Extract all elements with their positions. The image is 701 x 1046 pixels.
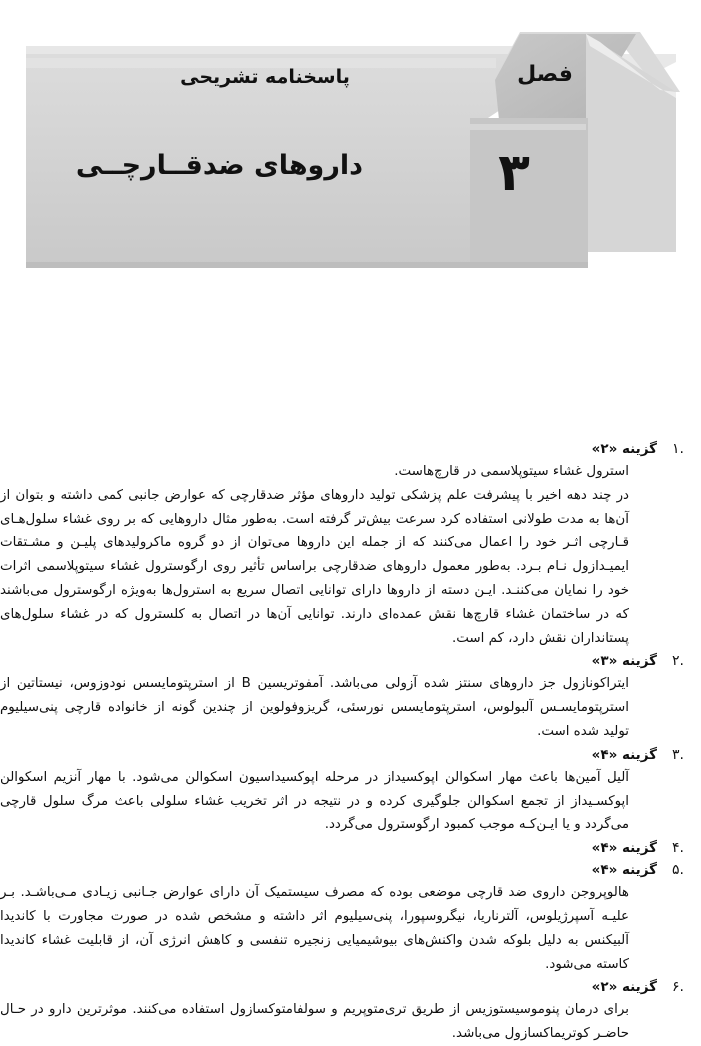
explanation-paragraph: استرول غشاء سیتوپلاسمی در قارچ‌هاست. [394,464,629,479]
explanation-paragraph: در چند دهه اخیر با پیشرفت علم پزشکی تولید داروهای مؤثر ضدقارچی که عوارض جانبی کمی داشته و بتوان از آن‌ها به مدت طولانی استفاده کرد سرعت بیش‌تر گرفته است. به‌طور مثال داروهایی که بر روی غشاء سلول‌هـای قـارچی اثـر خود را اعمال می‌کنند که از جمله این داروها می‌توان از دو گروه ماکرولیدهای پلیـن و مشـتقات ایمیـدازول نـام بـرد. به‌طور معمول داروهای ضدقارچی براساس تأثیر روی ارگوسترول غشاء سیتوپلاسمی اثرات خود را نمایان می‌کننـد. ایـن دسته از داروها دارای توانایی اتصال سریع به استرول‌ها به‌ویژه ارگوسترول می‌باشند که در ساختمان غشاء قارچ‌ها نقش عمده‌ای دارند. توانایی آن‌ها در اتصال به کلسترول که در غشاء سلول‌های پستانداران نقش دارد، کم است. [0,487,629,646]
explanation-paragraph: ایتراکونازول جز داروهای سنتز شده آزولی می‌باشد. آمفوتریسین B از استرپتومایسس نودوزوس، نیستاتین از استرپتومایسـس آلبولوس، استرپتومایسس نورسئی، گریزوفولوین از چندین گونه از خانواده قارچی پنی‌سیلیوم تولید شده است. [0,676,629,739]
chapter-banner [0,0,701,280]
chapter-label: فصل [517,62,573,87]
explanation-paragraph: آلیل آمین‌ها باعث مهار اسکوالن اپوکسیداز در مرحله اپوکسیداسیون اسکوالن می‌شود. با مهار آنزیم اسکوالن اپوکسـیداز از تجمع اسکوالن جلوگیری کرده و در نتیجه در اثر تخریب غشاء سلولی باعث مرگ سلول قارچی می‌گردد و یا ایـن‌کـه موجب کمبود ارگوسترول می‌گردد. [0,769,629,833]
answer-key-title: پاسخنامه تشریحی [180,66,350,88]
answer-header [0,859,701,881]
answer-item [0,976,701,1046]
question-number: ۴. [672,840,684,857]
explanation-paragraph: برای درمان پنوموسیستوزیس از طریق تری‌متوپریم و سولفامتوکسازول استفاده می‌کنند. موثرترین دارو در حـال حاضـر کوتریماکسازول می‌باشد. [0,1002,629,1042]
banner-graphic [0,0,701,280]
answer-header [0,438,701,460]
answer-item [0,859,701,976]
answer-list [0,438,701,1046]
question-number: ۳. [672,746,684,763]
question-number: ۶. [672,979,684,996]
answer-header [0,744,701,766]
answer-item [0,650,701,743]
question-number: ۵. [672,862,684,879]
question-number: ۱. [672,441,684,457]
answer-header [0,837,701,859]
correct-option: گزینه «۳» [591,653,657,670]
correct-option: گزینه «۲» [591,441,657,457]
question-number: ۲. [672,653,684,670]
answer-item [0,438,701,650]
answer-item [0,744,701,837]
correct-option: گزینه «۴» [591,862,657,879]
answer-header [0,976,701,998]
chapter-title: داروهای ضدقــارچــی [75,150,363,181]
correct-option: گزینه «۲» [591,979,657,996]
answer-header [0,650,701,672]
chapter-number: ۳ [498,143,530,203]
correct-option: گزینه «۴» [591,840,657,857]
answer-item [0,837,701,859]
explanation-paragraph: هالوپروجن داروی ضد قارچی موضعی بوده که مصرف سیستمیک آن دارای عوارض جـانبی زیـادی مـی‌باشـد. بـر علیـه آسپرژیلوس، آلترناریا، نیگروسپورا، پنی‌سیلیوم اثر داشته و مشخص شده در صورت مجاورت با کاندیدا آلبیکنس به دلیل بلوکه شدن واکنش‌های بیوشیمیایی زنجیره تنفسی و کاهش انرژی آن، از قابلیت غشاء کاندیدا کاسته می‌شود. [0,885,629,972]
correct-option: گزینه «۴» [591,746,657,763]
